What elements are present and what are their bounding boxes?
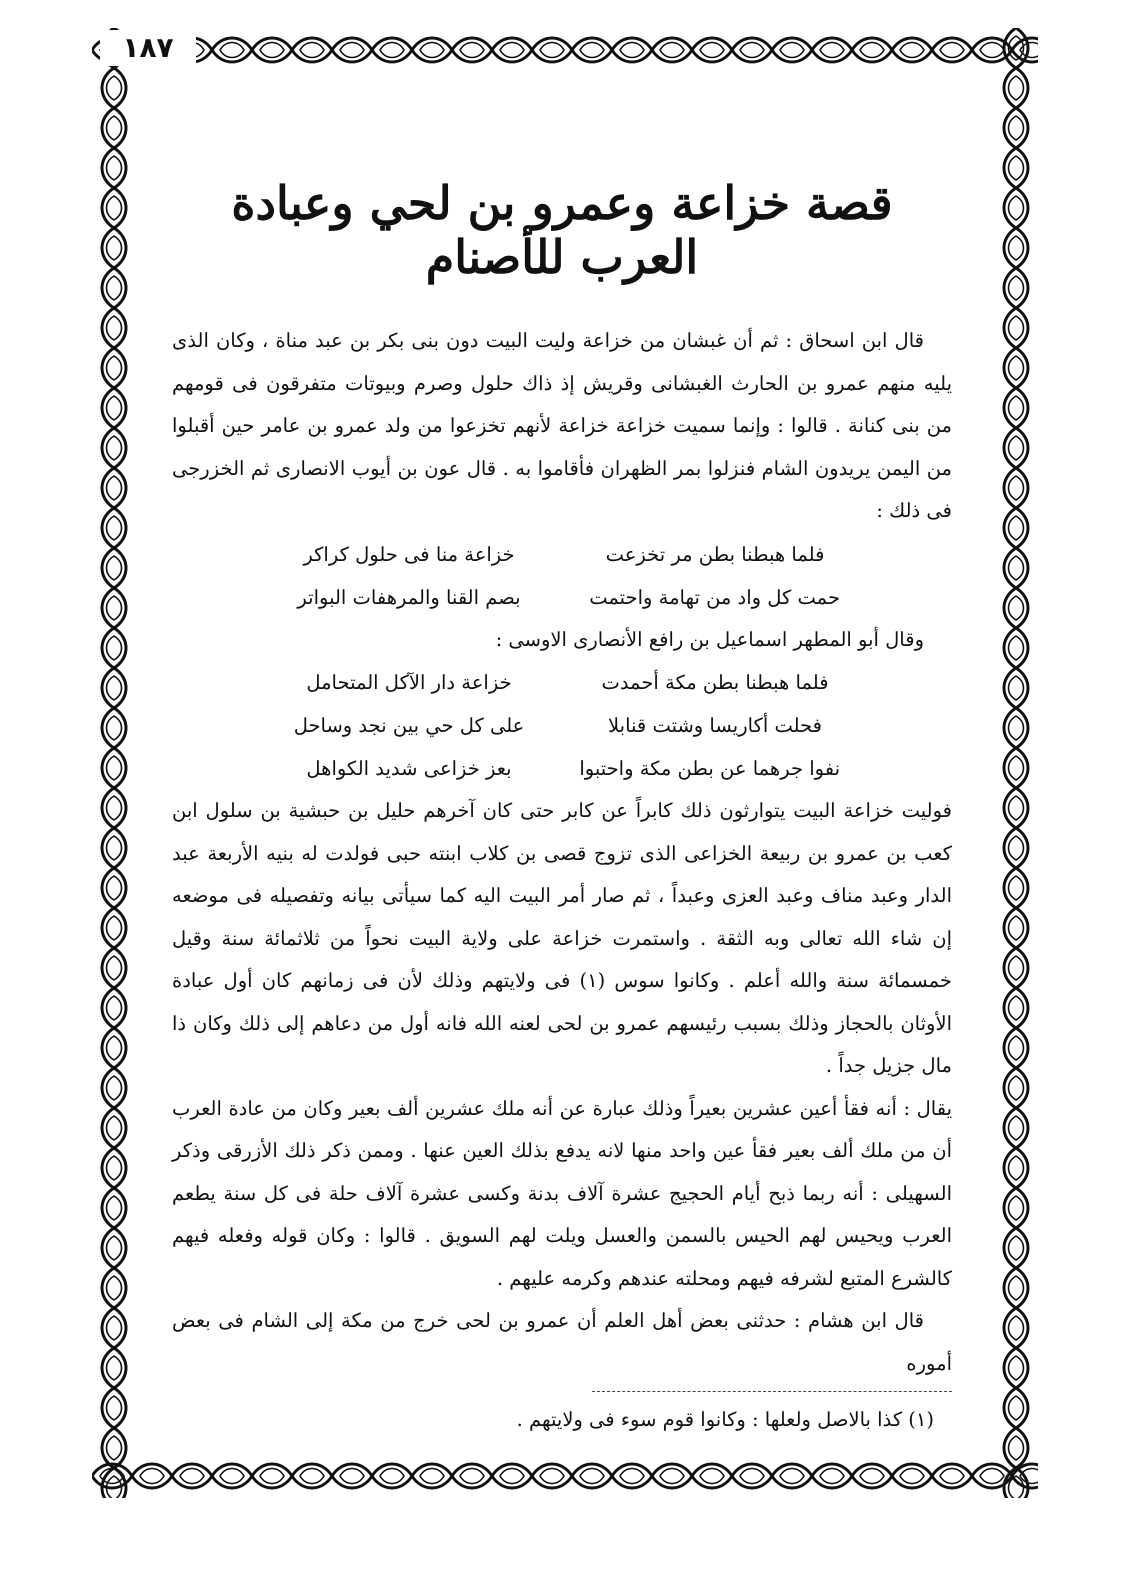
paragraph-3: فوليت خزاعة البيت يتوارثون ذلك كابراً عن كابر حتى كان آخرهم حليل بن حبشية بن سلول ابن كعب بن عمرو بن ربيعة الخزاعى الذى تزوج قصى بن كلاب ابنته حبى فولدت له بنيه الأربعة عبد الدار وعبد مناف وعبد العزى وعبداً ، ثم صار أمر البيت اليه كما سيأتى بيانه وتفصيله فى موضعه إن شاء الله تعالى وبه الثقة . واستمرت خزاعة على ولاية البيت نحواً من ثلاثمائة سنة وقيل خمسمائة سنة والله أعلم . وكانوا سوس (١) فى ولايتهم وذلك لأن فى زمانهم كان أول عبادة الأوثان بالحجاز وذلك بسبب رئيسهم عمرو بن لحى لعنه الله فانه أول من دعاهم إلى ذلك وكان ذا مال جزيل جداً . [172,799,952,1077]
verse-second-half: خزاعة دار الآكل المتحامل [306,671,512,694]
paragraph-5: قال ابن هشام : حدثنى بعض أهل العلم أن عمرو بن لحى خرج من مكة إلى الشام فى بعض أموره [172,1309,952,1375]
verse-second-half: بصم القنا والمرهفات البواتر [297,585,521,609]
verse-first-half: نفوا جرهما عن بطن مكة واحتبوا [579,757,840,780]
poem-verse [172,576,952,619]
border-right-ornament [994,28,1038,1498]
verse-second-half: بعز خزاعى شديد الكواهل [306,757,512,780]
page-title: قصة خزاعة وعمرو بن لحي وعبادة العرب للأصنام [231,176,893,284]
verse-first-half: فلما هبطنا بطن مكة أحمدت [601,671,829,694]
border-left-ornament [92,28,136,1498]
poem-2 [172,661,952,790]
verse-first-half: فلما هبطنا بطن مر تخزعت [605,542,825,566]
paragraph-4: يقال : أنه فقأ أعين عشرين بعيراً وذلك عبارة عن أنه ملك عشرين ألف بعير وكان من عادة العرب أن من ملك ألف بعير فقأ عين واحد منها لانه يدفع بذلك العين عنها . وممن ذكر ذلك الأزرقى وذكر السهيلى : أنه ربما ذبح أيام الحجيج عشرة آلاف بدنة وكسى عشرة آلاف حلة فى كل سنة يطعم العرب ويحيس لهم الحيس بالسمن والعسل ويلت لهم السويق . قالوا : وكان قوله وفعله فيهم كالشرع المتبع لشرفه فيهم ومحلته عندهم وكرمه عليهم . [172,1096,952,1290]
paragraph-2: وقال أبو المطهر اسماعيل بن رافع الأنصارى الاوسى : [495,627,924,651]
poem-1 [172,533,952,619]
poem-verse [172,704,952,747]
footnote: (١) كذا بالاصل ولعلها : وكانوا قوم سوء فى ولايتهم . [516,1408,934,1431]
paragraph-1: قال ابن اسحاق : ثم أن غبشان من خزاعة وليت البيت دون بنى بكر بن عبد مناة ، وكان الذى يليه منهم عمرو بن الحارث الغبشانى وقريش إذ ذاك حلول وصرم وبيوتات متفرقون فى قومهم من بنى كنانة . قالوا : وإنما سميت خزاعة خزاعة لأنهم تخزعوا من ولد عمرو بن عامر حين أقبلوا من اليمن يريدون الشام فنزلوا بمر الظهران فأقاموا به . قال عون بن أيوب الانصارى ثم الخزرجى فى ذلك : [172,329,952,522]
page-content [172,176,952,1440]
verse-second-half: على كل حي بين نجد وساحل [293,714,525,737]
verse-first-half: فحلت أكاريسا وشتت قنابلا [608,714,822,737]
poem-verse [172,747,952,790]
poem-verse [172,533,952,576]
verse-first-half: حمت كل واد من تهامة واحتمت [589,585,840,609]
verse-second-half: خزاعة منا فى حلول كراكر [303,542,515,566]
border-bottom-ornament [92,1454,1038,1498]
poem-verse [172,661,952,704]
border-top-ornament [92,28,1038,72]
page-number: ١٨٧ [100,30,196,66]
footnote-separator [592,1391,952,1392]
